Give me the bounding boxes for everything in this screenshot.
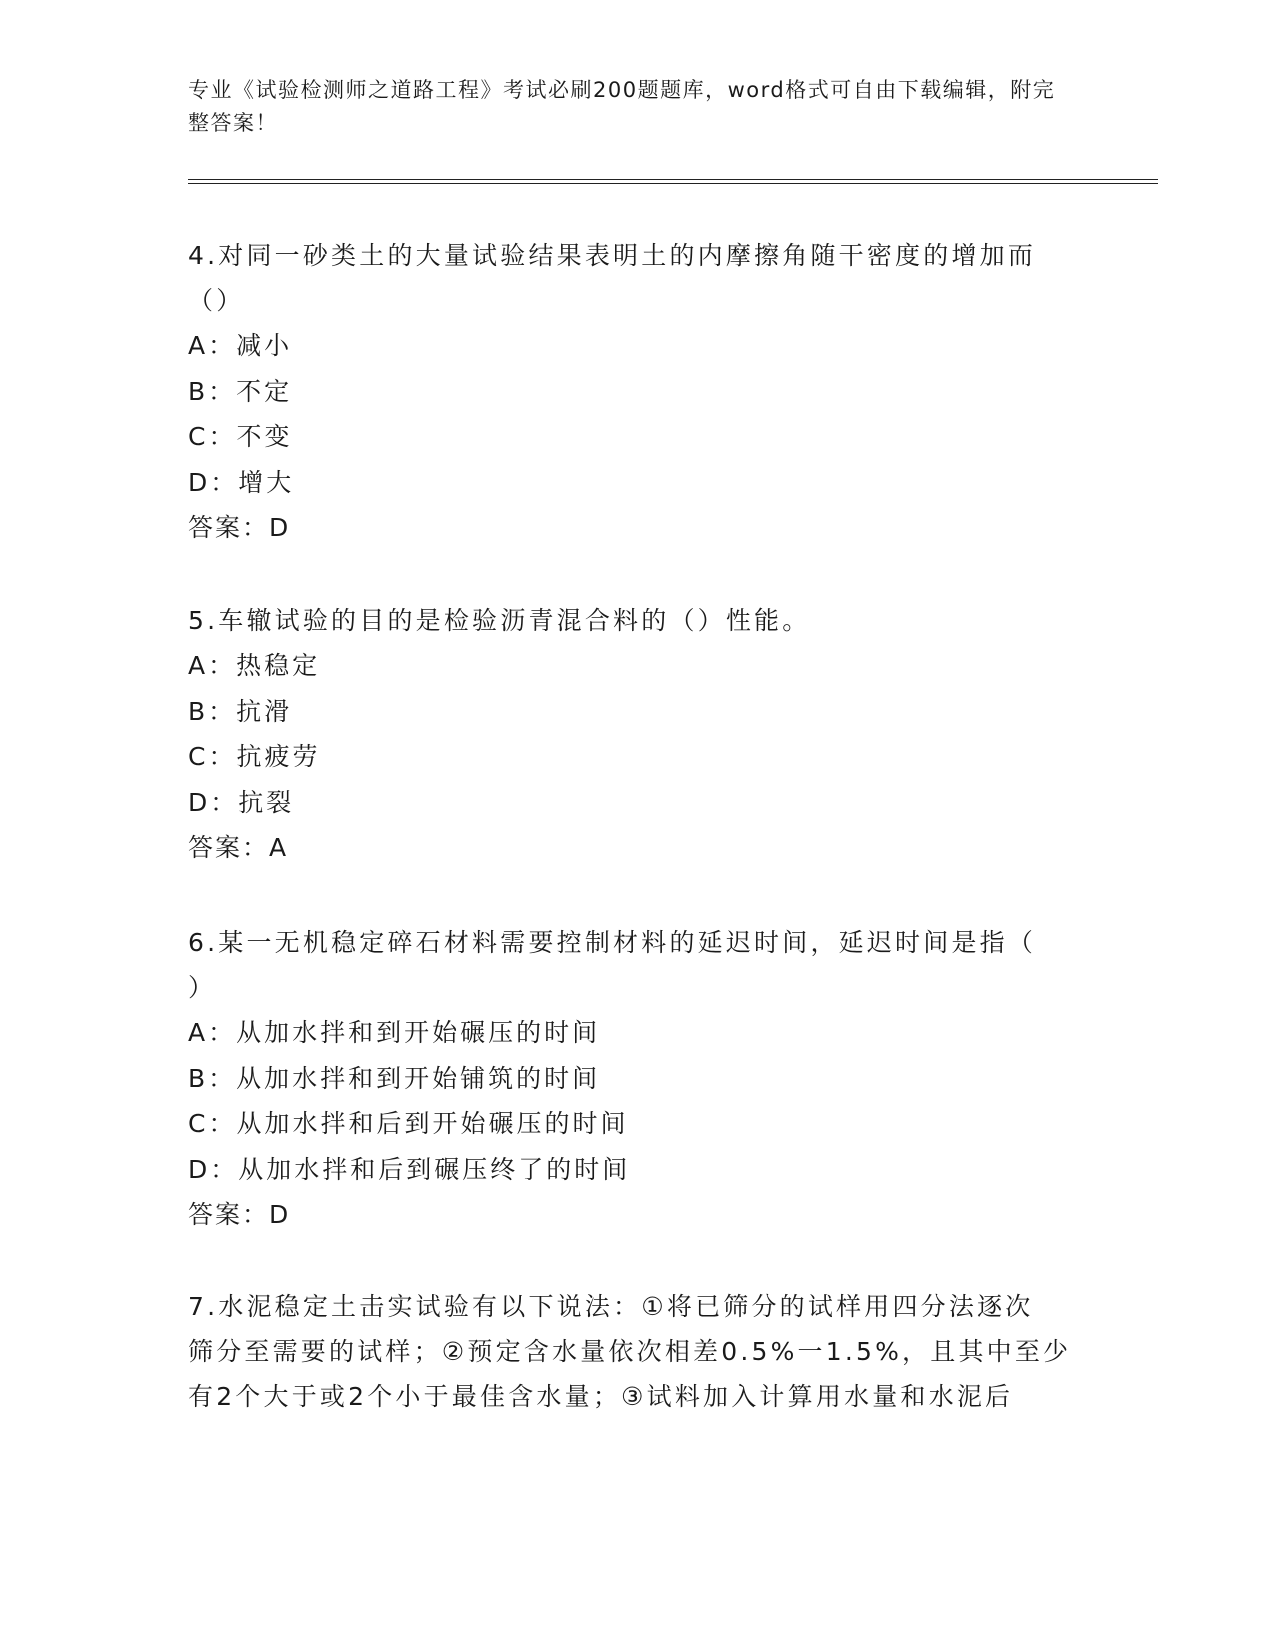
question-6 [188,920,1088,1237]
option-b: B：抗滑 [188,696,293,726]
question-stem-line: 7.水泥稳定土击实试验有以下说法：①将已筛分的试样用四分法逐次 [188,1292,1034,1321]
question-stem [188,598,1088,643]
question-stem-line: 6.某一无机稳定碎石材料需要控制材料的延迟时间，延迟时间是指（ [188,928,1037,957]
answer-label: 答案： [188,833,270,862]
answer [188,825,1088,870]
question-stem [188,233,1088,323]
header-title: 专业《试验检测师之道路工程》考试必刷200题题库，word格式可自由下载编辑，附完整答案！ [188,78,1056,135]
question-stem-line: （） [188,286,245,315]
option-d: D：从加水拌和后到碾压终了的时间 [188,1154,631,1184]
header-divider [188,179,1158,184]
answer [188,505,1088,550]
option-a: A：热稳定 [188,651,321,680]
question-stem [188,1284,1078,1419]
question-7 [188,1284,1088,1419]
question-5 [188,598,1088,870]
question-4 [188,233,1088,550]
option-c: C：从加水拌和后到开始碾压的时间 [188,1109,629,1138]
document-header [188,74,1068,140]
question-stem-line: 5.车辙试验的目的是检验沥青混合料的（）性能。 [188,606,811,635]
option-c: C：抗疲劳 [188,742,321,771]
answer-label: 答案： [188,1200,270,1229]
question-stem [188,920,1088,1010]
question-stem-line: ） [188,973,217,1002]
answer-value: D [269,513,291,542]
answer-value: A [269,833,289,862]
option-d: D：增大 [188,467,295,497]
answer-label: 答案： [188,513,270,542]
question-stem-line: 4.对同一砂类土的大量试验结果表明土的内摩擦角随干密度的增加而 [188,241,1037,270]
option-a: A：减小 [188,331,293,360]
option-c: C：不变 [188,422,293,451]
option-b: B：不定 [188,376,293,406]
option-d: D：抗裂 [188,787,295,817]
option-a: A：从加水拌和到开始碾压的时间 [188,1018,601,1047]
answer-value: D [269,1200,291,1229]
answer [188,1192,1088,1237]
question-stem-line: 有2个大于或2个小于最佳含水量；③试料加入计算用水量和水泥后 [188,1382,1014,1411]
question-stem-line: 筛分至需要的试样；②预定含水量依次相差0.5%一1.5%，且其中至少 [188,1337,1072,1366]
option-b: B：从加水拌和到开始铺筑的时间 [188,1063,601,1093]
